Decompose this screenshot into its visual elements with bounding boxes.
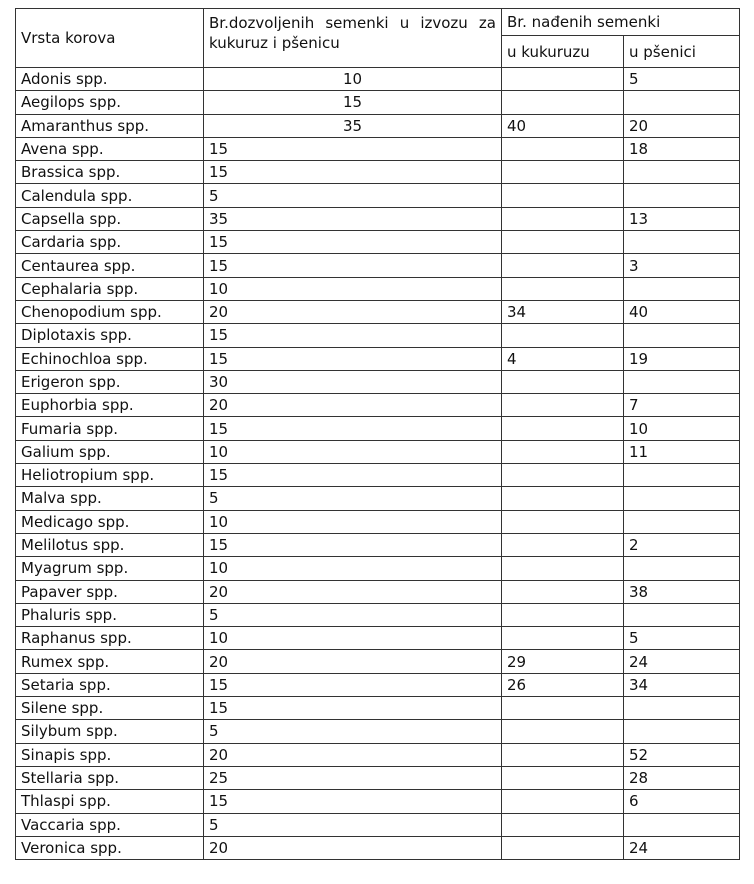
table-row [16,137,740,160]
species-cell: Sinapis spp. [16,743,204,766]
corn-cell [502,464,624,487]
corn-cell [502,557,624,580]
table-body [16,68,740,860]
table-row [16,464,740,487]
corn-cell [502,161,624,184]
allowed-cell: 10 [204,557,502,580]
table-row [16,836,740,859]
corn-cell: 40 [502,114,624,137]
corn-cell [502,697,624,720]
table-row [16,417,740,440]
table-row [16,766,740,789]
allowed-cell: 15 [204,137,502,160]
corn-cell [502,277,624,300]
wheat-cell [624,91,740,114]
allowed-cell: 15 [204,673,502,696]
corn-cell [502,440,624,463]
corn-cell [502,324,624,347]
allowed-cell: 20 [204,650,502,673]
corn-cell [502,370,624,393]
wheat-cell [624,813,740,836]
table-row [16,91,740,114]
species-cell: Avena spp. [16,137,204,160]
wheat-cell: 38 [624,580,740,603]
table-row [16,580,740,603]
allowed-cell: 20 [204,836,502,859]
corn-cell [502,254,624,277]
weed-seed-table [15,8,740,860]
species-cell: Stellaria spp. [16,766,204,789]
header-species: Vrsta korova [16,9,204,68]
table-row [16,277,740,300]
corn-cell [502,394,624,417]
wheat-cell [624,720,740,743]
table-row [16,440,740,463]
species-cell: Echinochloa spp. [16,347,204,370]
allowed-cell: 15 [204,161,502,184]
table-row [16,533,740,556]
species-cell: Chenopodium spp. [16,300,204,323]
allowed-cell: 35 [204,207,502,230]
allowed-cell: 5 [204,813,502,836]
species-cell: Medicago spp. [16,510,204,533]
allowed-cell: 10 [204,627,502,650]
allowed-cell: 10 [204,440,502,463]
allowed-cell: 15 [204,464,502,487]
species-cell: Aegilops spp. [16,91,204,114]
species-cell: Thlaspi spp. [16,790,204,813]
species-cell: Amaranthus spp. [16,114,204,137]
allowed-cell: 25 [204,766,502,789]
table-row [16,790,740,813]
table-row [16,720,740,743]
corn-cell [502,603,624,626]
header-found-seeds: Br. nađenih semenki [502,9,740,36]
corn-cell [502,207,624,230]
species-cell: Vaccaria spp. [16,813,204,836]
wheat-cell [624,697,740,720]
wheat-cell: 24 [624,650,740,673]
allowed-cell: 10 [204,510,502,533]
species-cell: Cephalaria spp. [16,277,204,300]
allowed-cell: 20 [204,394,502,417]
wheat-cell: 52 [624,743,740,766]
wheat-cell: 3 [624,254,740,277]
corn-cell [502,68,624,91]
table-row [16,627,740,650]
allowed-cell: 5 [204,487,502,510]
wheat-cell [624,487,740,510]
table-row [16,347,740,370]
table-row [16,650,740,673]
species-cell: Erigeron spp. [16,370,204,393]
wheat-cell [624,231,740,254]
corn-cell [502,487,624,510]
wheat-cell: 18 [624,137,740,160]
corn-cell [502,137,624,160]
wheat-cell [624,184,740,207]
allowed-cell: 15 [204,91,502,114]
header-corn: u kukuruzu [502,36,624,68]
species-cell: Silene spp. [16,697,204,720]
corn-cell [502,790,624,813]
corn-cell: 4 [502,347,624,370]
species-cell: Brassica spp. [16,161,204,184]
species-cell: Rumex spp. [16,650,204,673]
table-row [16,324,740,347]
allowed-cell: 15 [204,790,502,813]
allowed-cell: 20 [204,300,502,323]
wheat-cell [624,464,740,487]
species-cell: Fumaria spp. [16,417,204,440]
table-row [16,68,740,91]
species-cell: Cardaria spp. [16,231,204,254]
wheat-cell: 20 [624,114,740,137]
table-row [16,557,740,580]
table-row [16,300,740,323]
table-row [16,207,740,230]
allowed-cell: 15 [204,533,502,556]
corn-cell [502,743,624,766]
corn-cell [502,720,624,743]
allowed-cell: 35 [204,114,502,137]
table-row [16,673,740,696]
corn-cell [502,91,624,114]
wheat-cell [624,161,740,184]
table-row [16,743,740,766]
wheat-cell: 5 [624,68,740,91]
wheat-cell: 10 [624,417,740,440]
table-row [16,603,740,626]
species-cell: Setaria spp. [16,673,204,696]
corn-cell [502,510,624,533]
species-cell: Silybum spp. [16,720,204,743]
species-cell: Phaluris spp. [16,603,204,626]
allowed-cell: 30 [204,370,502,393]
species-cell: Veronica spp. [16,836,204,859]
wheat-cell: 13 [624,207,740,230]
allowed-cell: 5 [204,720,502,743]
table-row [16,370,740,393]
species-cell: Euphorbia spp. [16,394,204,417]
allowed-cell: 20 [204,743,502,766]
wheat-cell [624,370,740,393]
allowed-cell: 10 [204,277,502,300]
corn-cell [502,184,624,207]
wheat-cell: 40 [624,300,740,323]
table-row [16,254,740,277]
species-cell: Raphanus spp. [16,627,204,650]
table-row [16,184,740,207]
wheat-cell: 24 [624,836,740,859]
header-allowed-seeds: Br.dozvoljenih semenki u izvozu za kukuruz i pšenicu [204,9,502,68]
table-row [16,394,740,417]
species-cell: Heliotropium spp. [16,464,204,487]
corn-cell [502,533,624,556]
wheat-cell [624,277,740,300]
wheat-cell [624,324,740,347]
corn-cell [502,813,624,836]
corn-cell: 34 [502,300,624,323]
allowed-cell: 5 [204,603,502,626]
table-row [16,697,740,720]
wheat-cell: 11 [624,440,740,463]
corn-cell [502,580,624,603]
allowed-cell: 15 [204,697,502,720]
allowed-cell: 20 [204,580,502,603]
allowed-cell: 15 [204,417,502,440]
species-cell: Adonis spp. [16,68,204,91]
species-cell: Galium spp. [16,440,204,463]
table-row [16,510,740,533]
allowed-cell: 10 [204,68,502,91]
species-cell: Melilotus spp. [16,533,204,556]
wheat-cell: 6 [624,790,740,813]
corn-cell [502,836,624,859]
allowed-cell: 5 [204,184,502,207]
table-row [16,813,740,836]
species-cell: Calendula spp. [16,184,204,207]
corn-cell [502,766,624,789]
corn-cell [502,627,624,650]
species-cell: Diplotaxis spp. [16,324,204,347]
corn-cell [502,231,624,254]
species-cell: Capsella spp. [16,207,204,230]
wheat-cell: 7 [624,394,740,417]
wheat-cell: 34 [624,673,740,696]
species-cell: Myagrum spp. [16,557,204,580]
species-cell: Centaurea spp. [16,254,204,277]
table-row [16,161,740,184]
corn-cell [502,417,624,440]
wheat-cell: 2 [624,533,740,556]
allowed-cell: 15 [204,231,502,254]
header-wheat: u pšenici [624,36,740,68]
wheat-cell: 19 [624,347,740,370]
wheat-cell [624,557,740,580]
table-row [16,114,740,137]
allowed-cell: 15 [204,324,502,347]
wheat-cell: 28 [624,766,740,789]
allowed-cell: 15 [204,347,502,370]
wheat-cell [624,603,740,626]
table-row [16,487,740,510]
species-cell: Papaver spp. [16,580,204,603]
table-row [16,231,740,254]
corn-cell: 26 [502,673,624,696]
corn-cell: 29 [502,650,624,673]
species-cell: Malva spp. [16,487,204,510]
wheat-cell: 5 [624,627,740,650]
allowed-cell: 15 [204,254,502,277]
wheat-cell [624,510,740,533]
